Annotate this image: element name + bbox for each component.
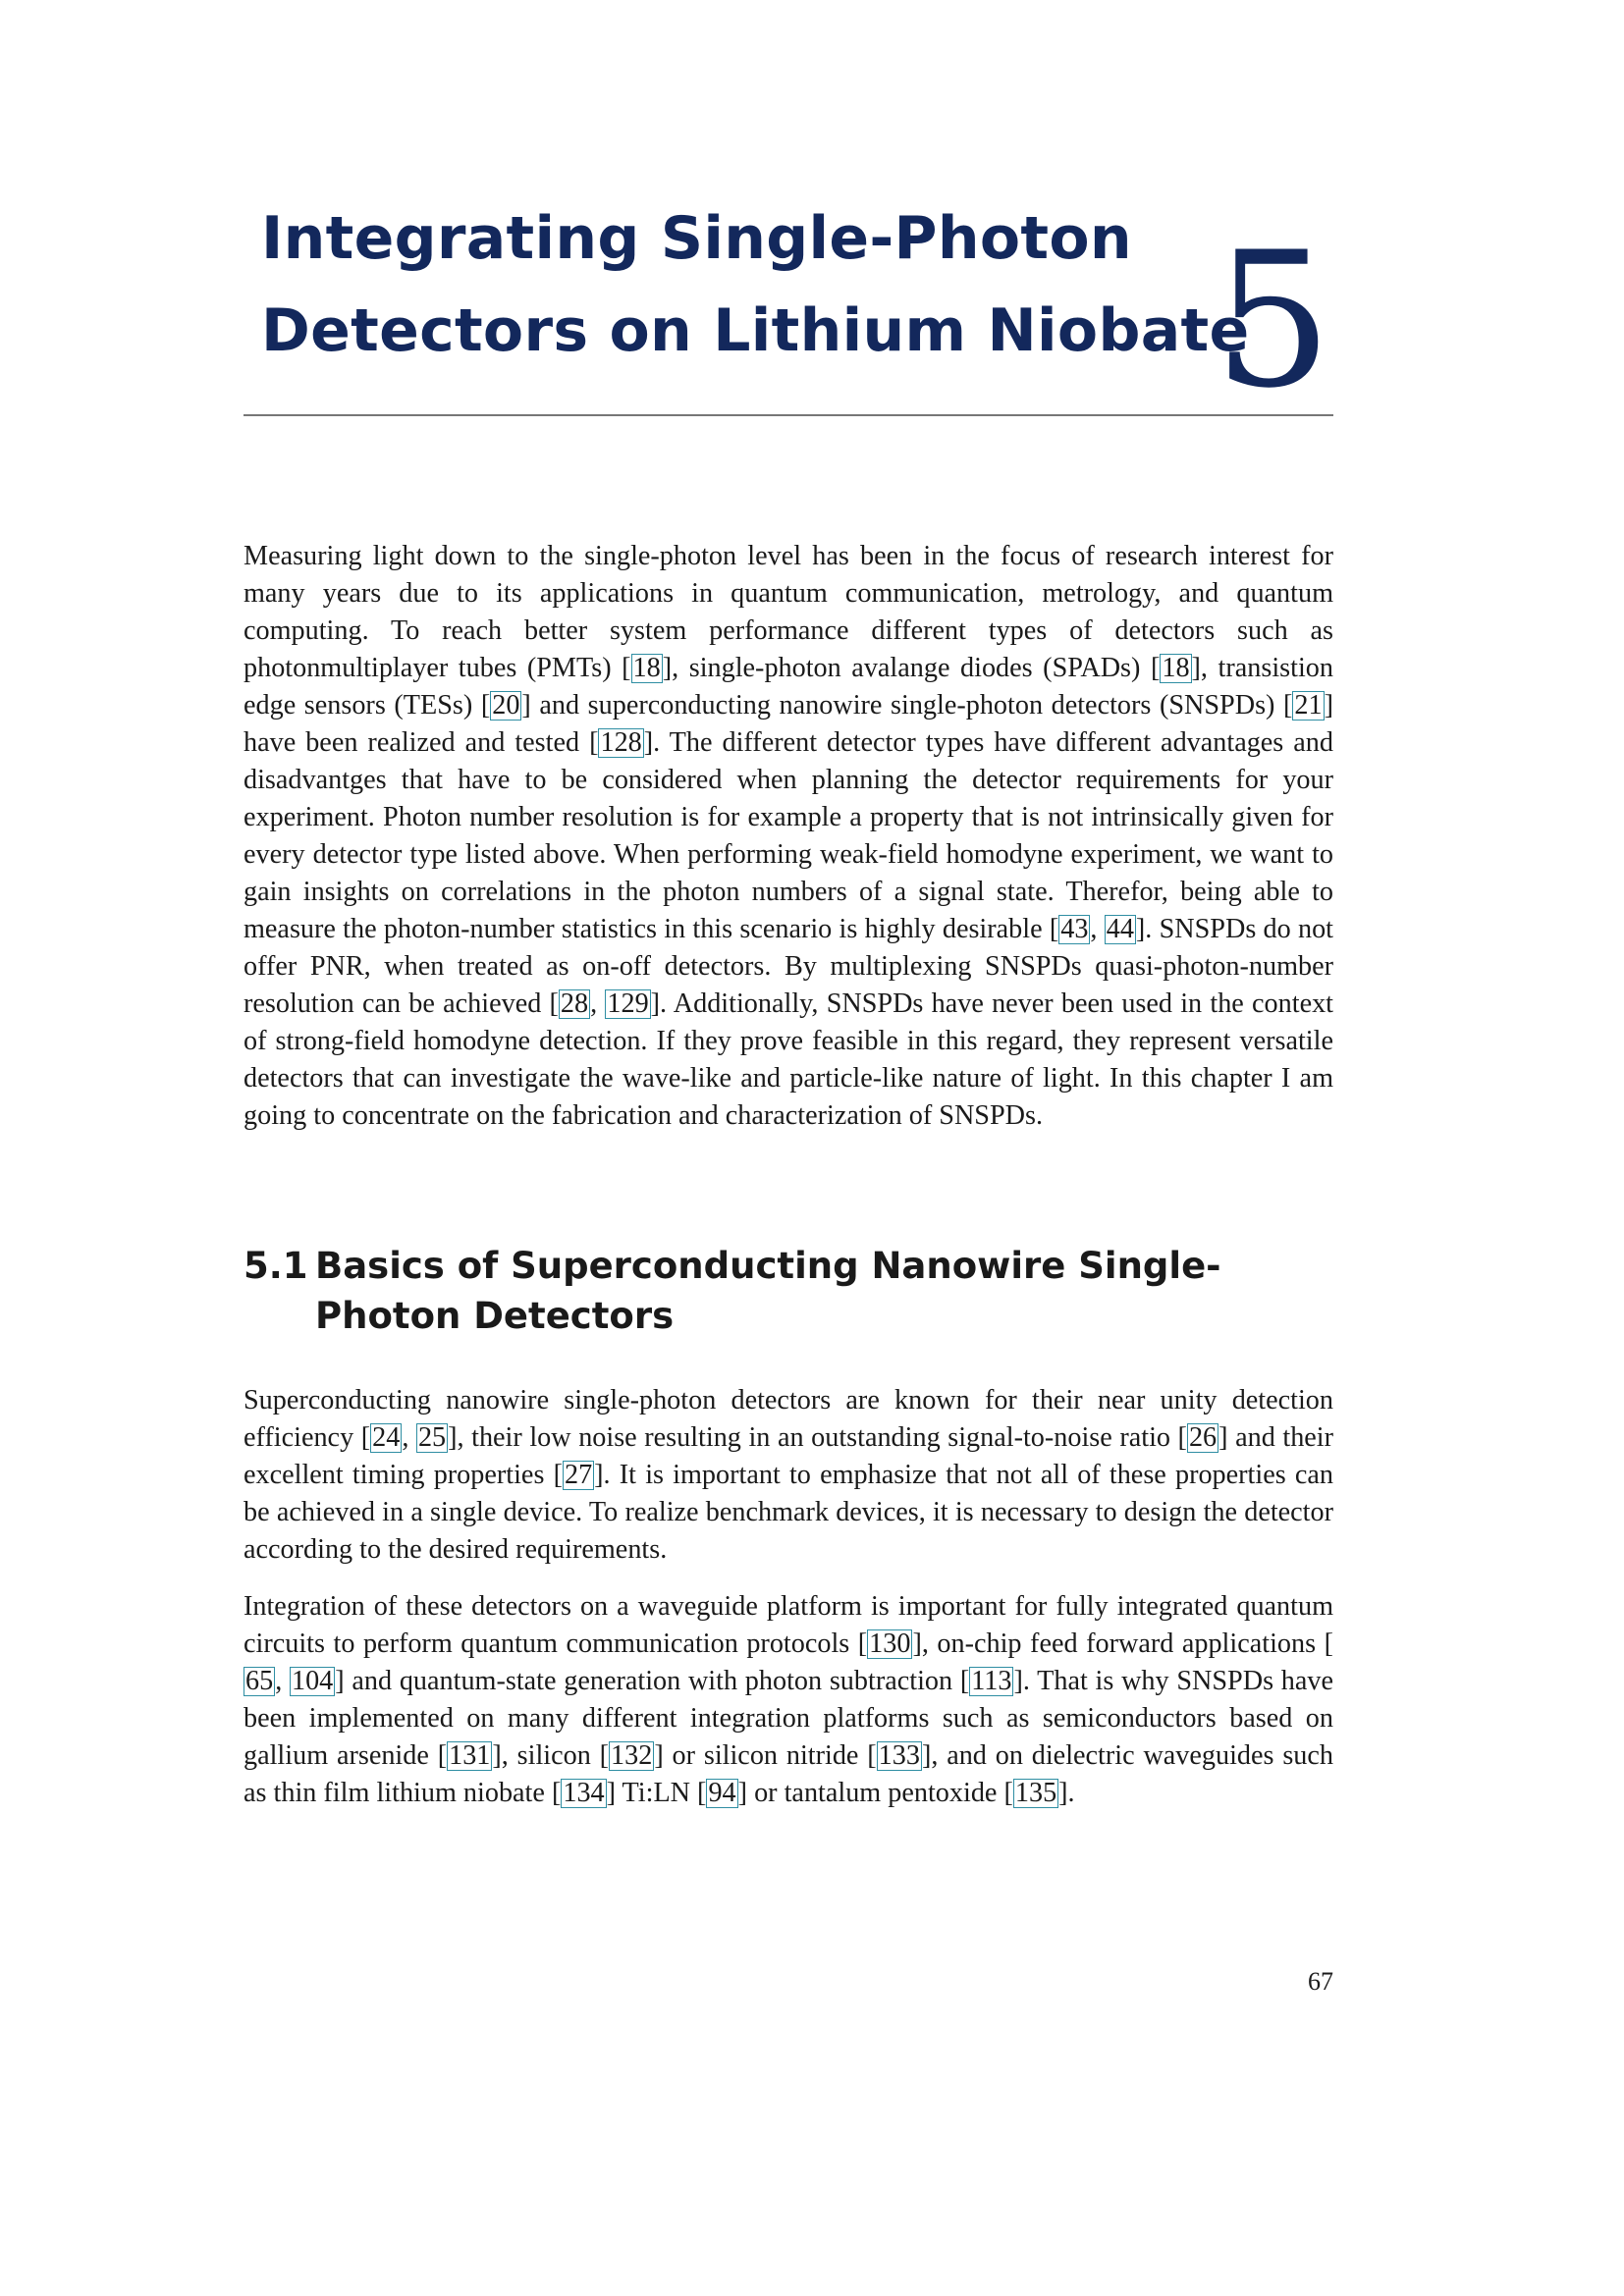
citation-link[interactable]: 135 xyxy=(1014,1778,1057,1808)
chapter-divider xyxy=(244,414,1333,416)
citation-link[interactable]: 130 xyxy=(869,1629,911,1659)
citation-link[interactable]: 20 xyxy=(492,690,520,721)
citation-link[interactable]: 94 xyxy=(708,1778,736,1808)
section-paragraph-1: Superconducting nanowire single-photon detectors are known for their near unity detection efficiency [24, 25], their low noise resulting in an outstanding signal-to-noise ratio [26] and their excellent timing properties [27]. It is important to emphasize that not all of these properties can be achieved in a single device. To realize benchmark devices, it is necessary to design the detector according to the desired requirements. xyxy=(244,1385,1334,1565)
citation-link[interactable]: 24 xyxy=(372,1422,401,1453)
citation-link[interactable]: 104 xyxy=(291,1666,334,1696)
section-paragraph-2: Integration of these detectors on a waveguide platform is important for fully integrated quantum circuits to perform quantum communication protocols [130], on-chip feed forward applications [65, 104] and quantum-state generation with photon subtraction [113]. That is why SNSPDs have been implemented on many different integration platforms such as semiconductors based on gallium arsenide [131], silicon [132] or silicon nitride [133], and on dielectric waveguides such as thin film lithium niobate [134] Ti:LN [94] or tantalum pentoxide [135]. xyxy=(244,1591,1334,1808)
page-number: 67 xyxy=(1308,1967,1333,1996)
citation-link[interactable]: 133 xyxy=(878,1740,920,1771)
section-number: 5.1 xyxy=(244,1245,308,1287)
citation-link[interactable]: 113 xyxy=(971,1666,1012,1696)
citation-link[interactable]: 132 xyxy=(611,1740,653,1771)
citation-link[interactable]: 44 xyxy=(1106,914,1134,944)
chapter-number: 5 xyxy=(1214,212,1332,429)
citation-link[interactable]: 43 xyxy=(1060,914,1089,944)
citation-link[interactable]: 65 xyxy=(245,1666,274,1696)
section-title: Basics of Superconducting Nanowire Single-Photon Detectors xyxy=(315,1245,1221,1337)
citation-link[interactable]: 129 xyxy=(607,988,649,1019)
section-heading xyxy=(244,1241,1333,1341)
citation-link[interactable]: 27 xyxy=(564,1460,593,1490)
citation-link[interactable]: 26 xyxy=(1188,1422,1218,1453)
citation-link[interactable]: 28 xyxy=(560,988,589,1019)
chapter-title-line-2: Detectors on Lithium Niobate xyxy=(261,296,1250,365)
citation-link[interactable]: 25 xyxy=(417,1422,447,1453)
citation-link[interactable]: 128 xyxy=(600,727,642,758)
citation-link[interactable]: 134 xyxy=(563,1778,605,1808)
chapter-title xyxy=(261,192,1250,377)
citation-link[interactable]: 18 xyxy=(1162,653,1190,683)
intro-paragraph: Measuring light down to the single-photon level has been in the focus of research interest for many years due to its applications in quantum communication, metrology, and quantum computing. To reach better system performance different types of detectors such as photonmultiplayer tubes (PMTs) [18], single-photon avalange diodes (SPADs) [18], transistion edge sensors (TESs) [20] and superconducting nanowire single-photon detectors (SNSPDs) [21] have been realized and tested [128]. The different detector types have different advantages and disadvantges that have to be considered when planning the detector requirements for your experiment. Photon number resolution is for example a property that is not intrinsically given for every detector type listed above. When performing weak-field homodyne experiment, we want to gain insights on correlations in the photon numbers of a signal state. Therefor, being able to measure the photon-number statistics in this scenario is highly desirable [43, 44]. SNSPDs do not offer PNR, when treated as on-off detectors. By multiplexing SNSPDs quasi-photon-number resolution can be achieved [28, 129]. Additionally, SNSPDs have never been used in the context of strong-field homodyne detection. If they prove feasible in this regard, they represent versatile detectors that can investigate the wave-like and particle-like nature of light. In this chapter I am going to concentrate on the fabrication and characterization of SNSPDs. xyxy=(244,541,1334,1131)
citation-link[interactable]: 21 xyxy=(1294,690,1323,721)
citation-link[interactable]: 18 xyxy=(632,653,661,683)
chapter-title-line-1: Integrating Single-Photon xyxy=(261,204,1132,273)
citation-link[interactable]: 131 xyxy=(449,1740,491,1771)
